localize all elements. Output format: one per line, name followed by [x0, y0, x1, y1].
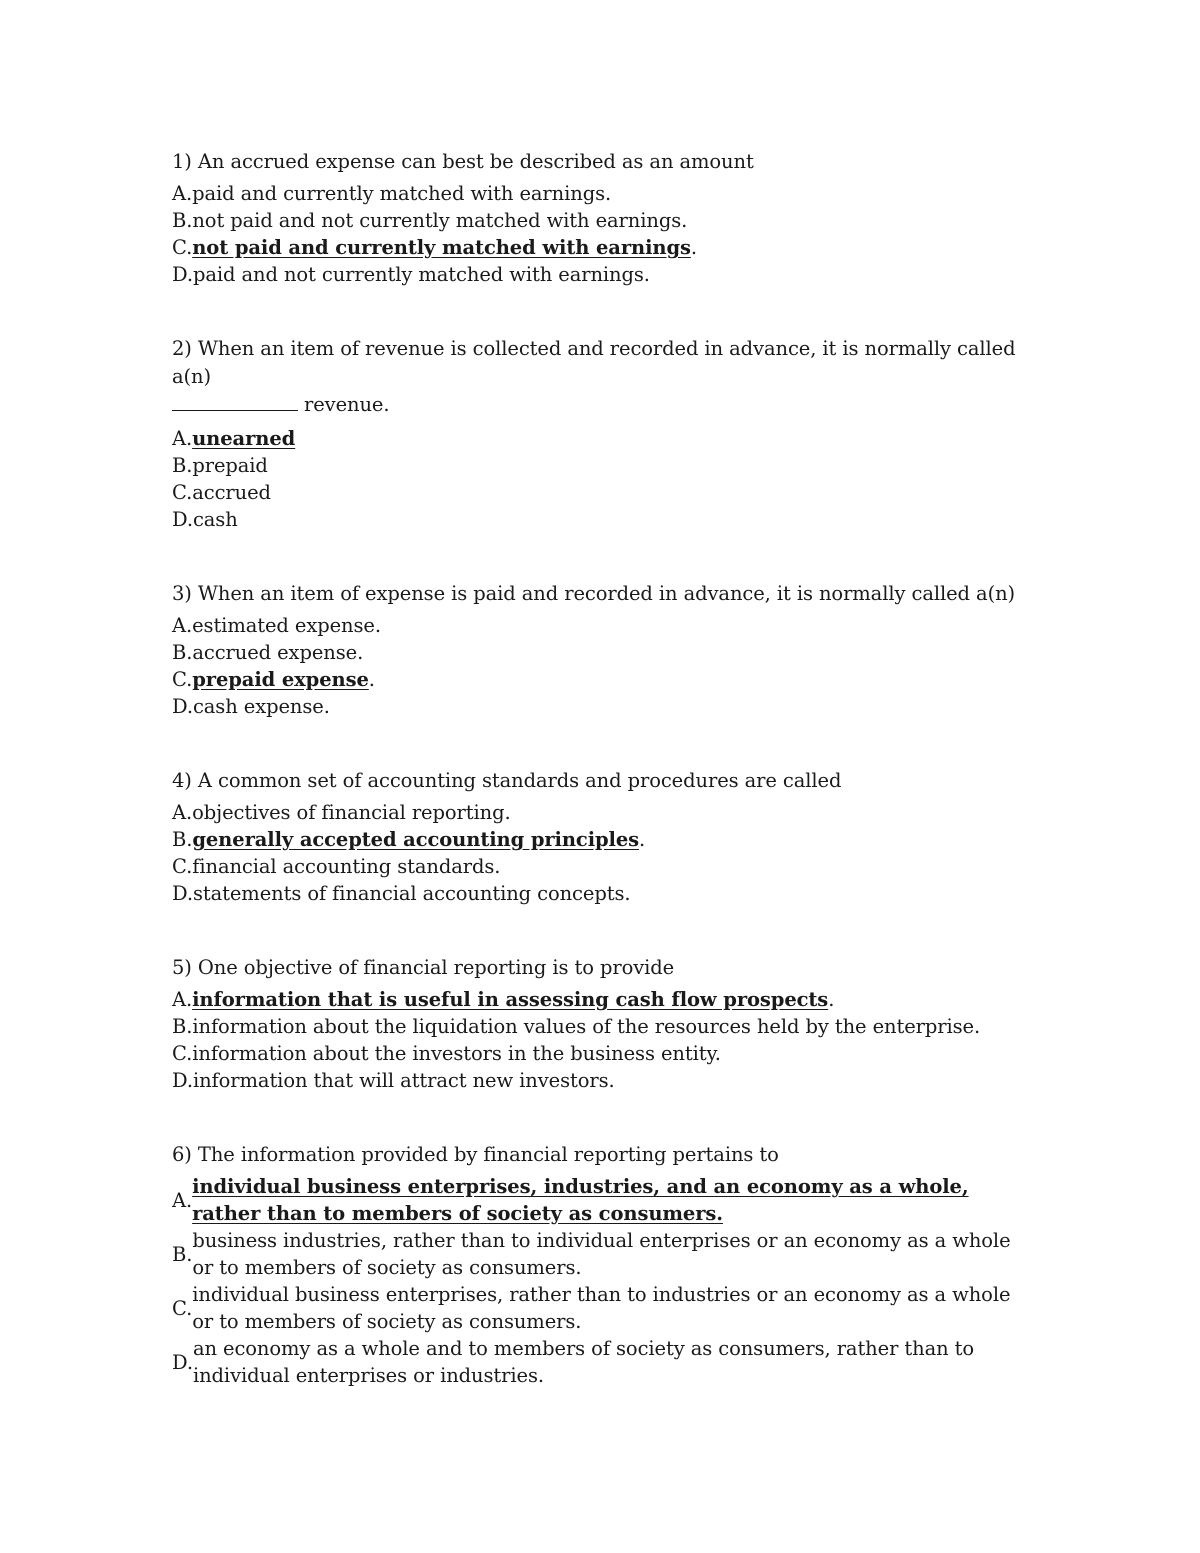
question-2	[172, 335, 1052, 533]
option-text: an economy as a whole and to members of society as consumers, rather than to individual enterprises or industries.	[192, 1337, 975, 1387]
option-text: prepaid expense	[192, 668, 369, 691]
answer-blank	[172, 392, 298, 411]
option-text: paid and currently matched with earnings.	[192, 182, 612, 205]
option-text: business industries, rather than to individual enterprises or an economy as a whole or to members of society as consumers.	[192, 1229, 1011, 1279]
question-text: 4) A common set of accounting standards and procedures are called	[172, 769, 842, 792]
option-letter: B.	[172, 1015, 193, 1038]
option-a-correct	[172, 986, 1052, 1013]
question-text: 5) One objective of financial reporting is to provide	[172, 956, 675, 979]
option-text: objectives of financial reporting.	[192, 801, 511, 824]
option-letter: D.	[172, 508, 193, 531]
option-list	[172, 425, 1052, 533]
option-letter: A.	[172, 801, 193, 824]
option-letter: A.	[172, 988, 193, 1011]
option-text: statements of financial accounting concepts.	[192, 882, 631, 905]
option-suffix: .	[368, 668, 375, 691]
option-text: estimated expense.	[192, 614, 381, 637]
option-letter: B.	[172, 209, 193, 232]
option-b-correct	[172, 826, 1052, 853]
option-d	[172, 880, 1052, 907]
option-letter: D.	[172, 263, 193, 286]
option-d	[172, 506, 1052, 533]
option-list	[172, 612, 1052, 720]
option-b	[172, 1227, 1052, 1281]
question-6	[172, 1141, 1052, 1389]
question-text: 6) The information provided by financial reporting pertains to	[172, 1143, 779, 1166]
question-1	[172, 148, 1052, 288]
option-a	[172, 799, 1052, 826]
option-text: individual business enterprises, industries, and an economy as a whole, rather than to members of society as consumers.	[192, 1175, 969, 1225]
option-b	[172, 639, 1052, 666]
option-suffix: .	[690, 236, 697, 259]
option-letter: A.	[172, 1188, 193, 1212]
question-text: 1) An accrued expense can best be described as an amount	[172, 150, 754, 173]
question-text-line2: revenue.	[304, 393, 390, 416]
option-text: information that is useful in assessing cash flow prospects	[192, 988, 829, 1011]
option-letter: C.	[172, 668, 193, 691]
question-3	[172, 580, 1052, 720]
option-d	[172, 1067, 1052, 1094]
option-letter: A.	[172, 614, 193, 637]
question-5	[172, 954, 1052, 1094]
option-letter: D.	[172, 1350, 193, 1374]
option-letter: C.	[172, 481, 193, 504]
option-text: not paid and currently matched with earnings	[192, 236, 691, 259]
option-text: prepaid	[192, 454, 268, 477]
option-list	[172, 986, 1052, 1094]
option-letter: B.	[172, 454, 193, 477]
spacer	[172, 907, 1052, 954]
option-c-correct	[172, 234, 1052, 261]
option-letter: A.	[172, 427, 193, 450]
option-d	[172, 1335, 1052, 1389]
quiz-page	[172, 148, 1052, 1389]
option-b	[172, 207, 1052, 234]
option-letter: C.	[172, 1296, 193, 1320]
option-letter: A.	[172, 182, 193, 205]
option-letter: B.	[172, 828, 193, 851]
option-letter: D.	[172, 695, 193, 718]
question-4	[172, 767, 1052, 907]
option-list	[172, 1173, 1052, 1389]
option-suffix: .	[828, 988, 835, 1011]
option-text: cash expense.	[192, 695, 330, 718]
option-text: accrued expense.	[192, 641, 364, 664]
option-letter: C.	[172, 236, 193, 259]
spacer	[172, 288, 1052, 335]
option-a	[172, 180, 1052, 207]
option-c	[172, 853, 1052, 880]
option-text: accrued	[192, 481, 271, 504]
spacer	[172, 1094, 1052, 1141]
option-text: paid and not currently matched with earnings.	[192, 263, 650, 286]
option-c-correct	[172, 666, 1052, 693]
option-letter: B.	[172, 1242, 193, 1266]
option-list	[172, 180, 1052, 288]
option-letter: D.	[172, 1069, 193, 1092]
option-letter: B.	[172, 641, 193, 664]
option-a	[172, 612, 1052, 639]
option-suffix: .	[639, 828, 646, 851]
question-text-line1: 2) When an item of revenue is collected and recorded in advance, it is normally called a(n)	[172, 337, 1016, 388]
option-text: information that will attract new investors.	[192, 1069, 615, 1092]
option-c	[172, 479, 1052, 506]
option-text: cash	[192, 508, 238, 531]
option-text: individual business enterprises, rather than to industries or an economy as a whole or to members of society as consumers.	[192, 1283, 1011, 1333]
option-text: not paid and not currently matched with earnings.	[192, 209, 688, 232]
option-letter: C.	[172, 855, 193, 878]
option-text: financial accounting standards.	[192, 855, 501, 878]
option-a-correct	[172, 425, 1052, 452]
option-b	[172, 452, 1052, 479]
option-list	[172, 799, 1052, 907]
option-d	[172, 693, 1052, 720]
question-text	[172, 335, 1052, 419]
option-c	[172, 1281, 1052, 1335]
spacer	[172, 720, 1052, 767]
option-text: information about the investors in the business entity.	[192, 1042, 721, 1065]
option-text: information about the liquidation values of the resources held by the enterprise.	[192, 1015, 981, 1038]
spacer	[172, 533, 1052, 580]
option-c	[172, 1040, 1052, 1067]
option-a-correct	[172, 1173, 1052, 1227]
option-text: generally accepted accounting principles	[192, 828, 640, 851]
option-text: unearned	[192, 427, 296, 450]
option-letter: C.	[172, 1042, 193, 1065]
question-text: 3) When an item of expense is paid and recorded in advance, it is normally called a(n)	[172, 582, 1016, 605]
option-b	[172, 1013, 1052, 1040]
option-letter: D.	[172, 882, 193, 905]
option-d	[172, 261, 1052, 288]
